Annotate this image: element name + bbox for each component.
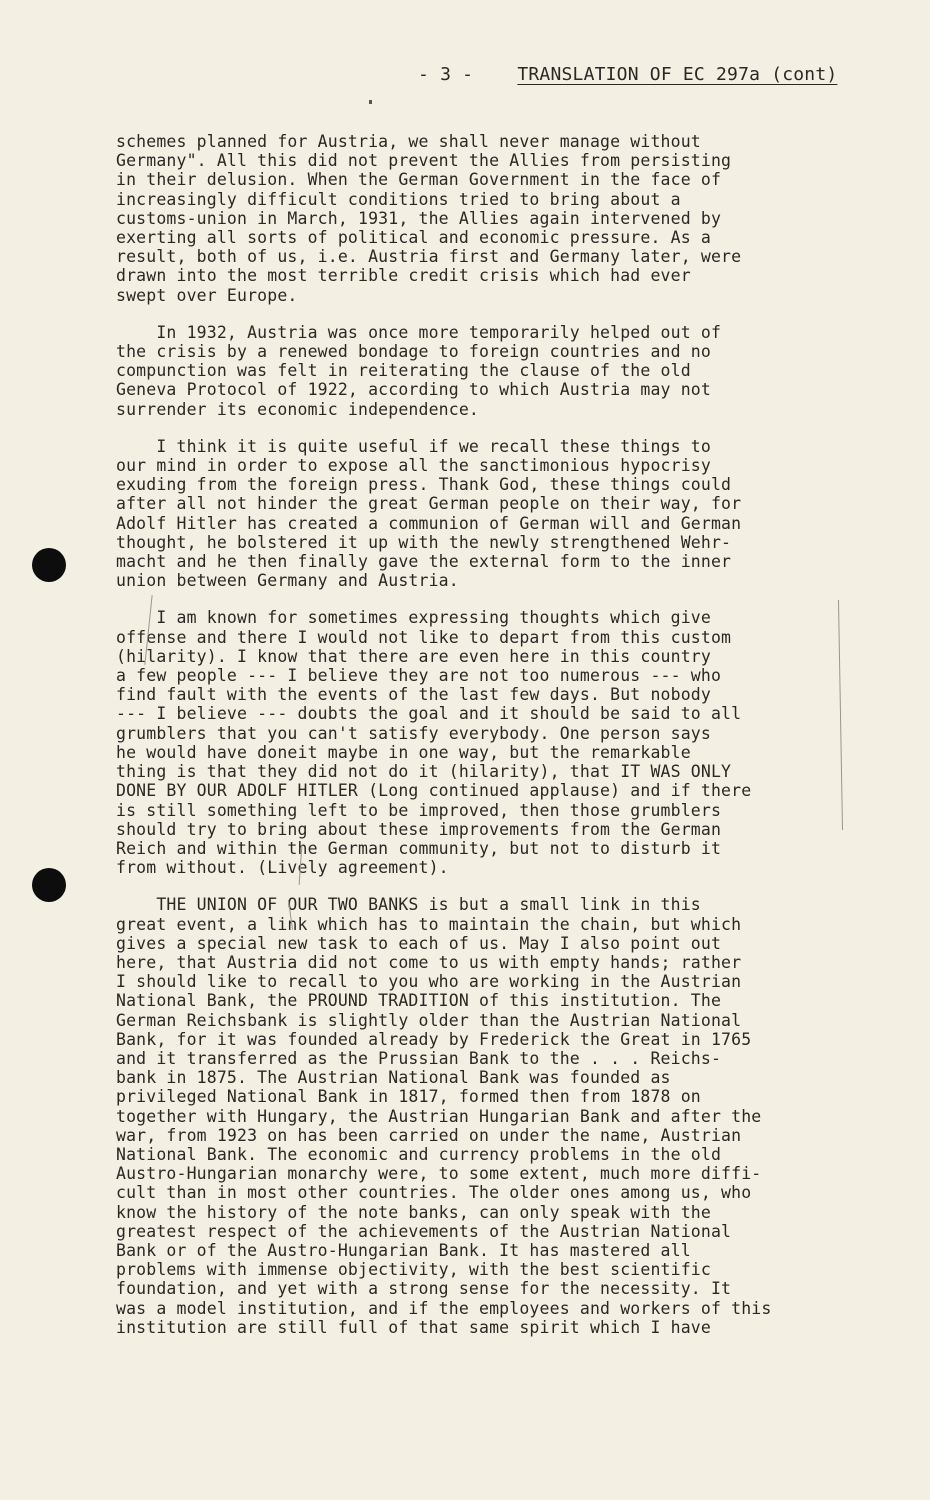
text-line: thought, he bolstered it up with the newly strengthened Wehr- (116, 532, 732, 552)
text-line: find fault with the events of the last few days. But nobody (116, 685, 711, 705)
text-line: exuding from the foreign press. Thank God, these things could (116, 475, 732, 495)
text-line: increasingly difficult conditions tried to bring about a (116, 189, 681, 209)
punch-hole-upper (32, 548, 66, 582)
punch-hole-lower (32, 868, 66, 902)
text-line: institution are still full of that same spirit which I have (116, 1317, 711, 1337)
text-line: great event, a link which has to maintain the chain, but which (116, 914, 742, 934)
text-line: gives a special new task to each of us. May I also point out (116, 933, 722, 953)
text-line: compunction was felt in reiterating the clause of the old (116, 361, 691, 381)
text-line: I am known for sometimes expressing thoughts which give (116, 608, 711, 628)
text-line: Geneva Protocol of 1922, according to which Austria may not (116, 380, 711, 400)
text-line: foundation, and yet with a strong sense for the necessity. It (116, 1279, 732, 1299)
text-line: Adolf Hitler has created a communion of German will and German (116, 513, 742, 533)
text-line: the crisis by a renewed bondage to foreign countries and no (116, 342, 711, 362)
text-line: macht and he then finally gave the external form to the inner (116, 552, 732, 572)
paragraph (116, 895, 846, 1337)
text-line: know the history of the note banks, can only speak with the (116, 1202, 711, 1222)
text-line: schemes planned for Austria, we shall never manage without (116, 132, 701, 151)
text-line: greatest respect of the achievements of the Austrian National (116, 1221, 732, 1241)
text-line: --- I believe --- doubts the goal and it should be said to all (116, 704, 742, 724)
text-line: together with Hungary, the Austrian Hungarian Bank and after the (116, 1106, 762, 1126)
text-line: swept over Europe. (116, 285, 298, 305)
text-line: I think it is quite useful if we recall these things to (116, 436, 711, 456)
text-line: (hilarity). I know that there are even here in this country (116, 646, 711, 666)
text-line: I should like to recall to you who are working in the Austrian (116, 972, 742, 992)
text-line: cult than in most other countries. The older ones among us, who (116, 1183, 752, 1203)
text-line: Bank, for it was founded already by Frederick the Great in 1765 (116, 1029, 752, 1049)
paragraph (116, 437, 846, 591)
text-line: problems with immense objectivity, with the best scientific (116, 1260, 711, 1280)
text-line: war, from 1923 on has been carried on under the name, Austrian (116, 1125, 742, 1145)
text-line: Reich and within the German community, but not to disturb it (116, 838, 722, 858)
text-line: drawn into the most terrible credit crisis which had ever (116, 266, 691, 286)
page-number: - 3 - (418, 64, 474, 85)
text-line: a few people --- I believe they are not too numerous --- who (116, 666, 722, 686)
text-line: was a model institution, and if the employees and workers of this (116, 1298, 772, 1318)
text-line: Bank or of the Austro-Hungarian Bank. It has mastered all (116, 1240, 691, 1260)
text-line: In 1932, Austria was once more temporarily helped out of (116, 322, 722, 342)
text-line: from without. (Lively agreement). (116, 858, 449, 878)
text-line: should try to bring about these improvements from the German (116, 819, 722, 839)
text-line: German Reichsbank is slightly older than the Austrian National (116, 1010, 742, 1030)
text-line: offense and there I would not like to depart from this custom (116, 627, 732, 647)
paragraph (116, 323, 846, 419)
text-line: Austro-Hungarian monarchy were, to some extent, much more diffi- (116, 1164, 762, 1184)
text-line: customs-union in March, 1931, the Allies again intervened by (116, 208, 722, 228)
text-line: is still something left to be improved, then those grumblers (116, 800, 722, 820)
page-header (418, 64, 837, 85)
text-line: result, both of us, i.e. Austria first and Germany later, were (116, 247, 742, 267)
text-line: THE UNION OF OUR TWO BANKS is but a small link in this (116, 895, 701, 915)
text-line: bank in 1875. The Austrian National Bank was founded as (116, 1068, 671, 1088)
text-line: exerting all sorts of political and economic pressure. As a (116, 228, 711, 248)
text-line: our mind in order to expose all the sanctimonious hypocrisy (116, 456, 711, 476)
text-line: he would have doneit maybe in one way, but the remarkable (116, 742, 691, 762)
document-title: TRANSLATION OF EC 297a (cont) (517, 64, 838, 85)
text-line: union between Germany and Austria. (116, 571, 459, 591)
body-text (116, 132, 846, 1355)
text-line: here, that Austria did not come to us with empty hands; rather (116, 952, 742, 972)
ink-speck (369, 100, 372, 104)
text-line: Germany". All this did not prevent the Allies from persisting (116, 151, 732, 171)
text-line: DONE BY OUR ADOLF HITLER (Long continued applause) and if there (116, 781, 752, 801)
text-line: and it transferred as the Prussian Bank to the . . . Reichs- (116, 1048, 722, 1068)
paragraph (116, 608, 846, 877)
text-line: after all not hinder the great German people on their way, for (116, 494, 742, 514)
text-line: privileged National Bank in 1817, formed then from 1878 on (116, 1087, 701, 1107)
text-line: surrender its economic independence. (116, 399, 480, 419)
text-line: National Bank, the PROUND TRADITION of this institution. The (116, 991, 722, 1011)
paragraph (116, 132, 846, 305)
text-line: thing is that they did not do it (hilarity), that IT WAS ONLY (116, 762, 732, 782)
text-line: grumblers that you can't satisfy everybody. One person says (116, 723, 711, 743)
text-line: National Bank. The economic and currency problems in the old (116, 1144, 722, 1164)
text-line: in their delusion. When the German Government in the face of (116, 170, 722, 190)
